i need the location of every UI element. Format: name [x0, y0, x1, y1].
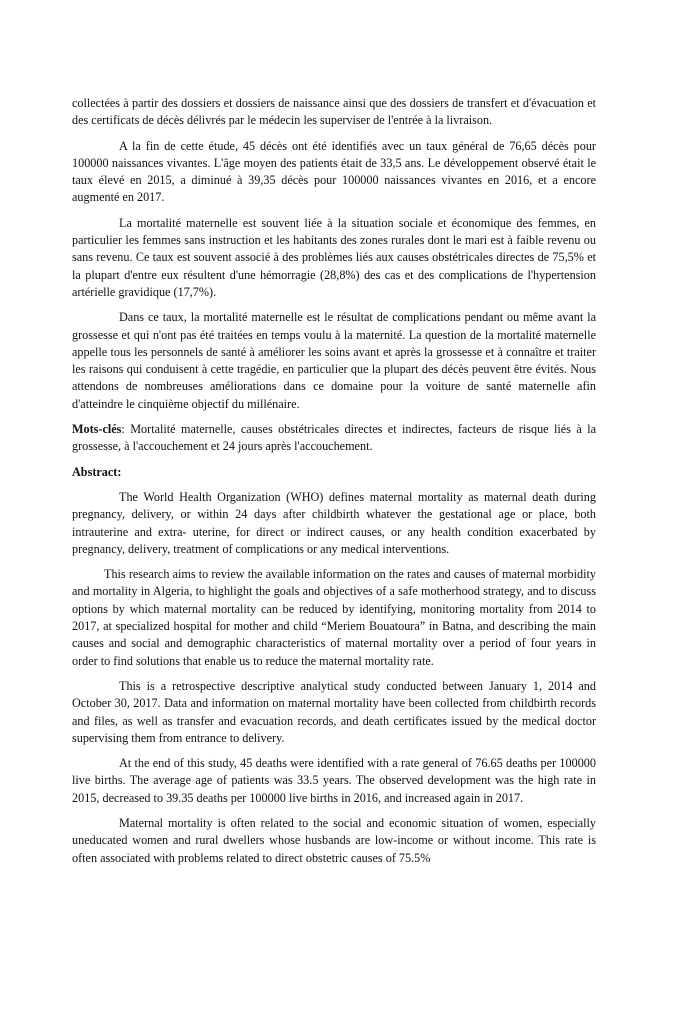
french-paragraph-2: A la fin de cette étude, 45 décès ont été identifiés avec un taux général de 76,65 décès pour 100000 naissances vivantes. L'âge moyen des patients était de 33,5 ans. Le développement observé était le taux élevé en 2015, a diminué à 39,35 décès pour 100000 naissances vivantes en 2016, et a encore augmenté en 2017. — [72, 138, 596, 205]
english-paragraph-3: This is a retrospective descriptive analytical study conducted between January 1, 2014 and October 30, 2017. Data and information on maternal mortality have been collected from childbirth records and files, as well as transfer and evacuation records, and death certificates issued by the medical doctor supervising them from entrance to delivery. — [72, 678, 596, 745]
french-paragraph-4: Dans ce taux, la mortalité maternelle est le résultat de complications pendant ou même avant la grossesse et qui n'ont pas été traitées en temps voulu à la maternité. La question de la mortalité maternelle appelle tous les personnels de santé à améliorer les soins avant et après la grossesse et à connaître et traiter les raisons qui conduisent à cette tragédie, en particulier que la plupart des décès peuvent être évités. Nous attendons de nombreuses améliorations dans ce domaine pour la voiture de santé maternelle afin d'atteindre le cinquième objectif du millénaire. — [72, 310, 596, 411]
english-paragraph-2: This research aims to review the available information on the rates and causes of maternal morbidity and mortality in Algeria, to highlight the goals and objectives of a safe motherhood strategy, and to discuss options by which maternal mortality can be reduced by identifying, monitoring mortality from 2014 to 2017, at specialized hospital for mother and child “Meriem Bouatoura” in Batna, and describing the main causes and social and demographic characteristics of maternal mortality over a period of four years in order to find solutions that enable us to reduce the maternal mortality rate. — [72, 567, 596, 668]
keywords-paragraph — [72, 421, 596, 456]
english-paragraph-5: Maternal mortality is often related to the social and economic situation of women, especially uneducated women and rural dwellers whose husbands are low-income or without income. This rate is often associated with problems related to direct obstetric causes of 75.5% — [72, 815, 596, 865]
french-paragraph-1: collectées à partir des dossiers et dossiers de naissance ainsi que des dossiers de transfert et d'évacuation et des certificats de décès délivrés par le médecin les superviser de l'entrée à la livraison. — [72, 96, 596, 128]
english-paragraph-1: The World Health Organization (WHO) defines maternal mortality as maternal death during pregnancy, delivery, or within 24 days after childbirth whatever the gestational age or place, both intrauterine and extra- uterine, for direct or indirect causes, or any health condition exacerbated by pregnancy, delivery, treatment of complications or any medical interventions. — [72, 489, 596, 556]
keywords-label: Mots-clés — [72, 422, 122, 437]
document-page — [72, 95, 596, 875]
keywords-text: : Mortalité maternelle, causes obstétricales directes et indirectes, facteurs de risque liés à la grossesse, à l'accouchement et 24 jours après l'accouchement. — [72, 422, 596, 454]
french-paragraph-3: La mortalité maternelle est souvent liée à la situation sociale et économique des femmes, en particulier les femmes sans instruction et les habitants des zones rurales dont le mari est à faible revenu ou sans revenu. Ce taux est souvent associé à des problèmes liés aux causes obstétricales directes de 75,5% et la plupart d'entre eux résultent d'une hémorragie (28,8%) des cas et des complications de l'hypertension artérielle gravidique (17,7%). — [72, 215, 596, 299]
english-paragraph-4: At the end of this study, 45 deaths were identified with a rate general of 76.65 deaths per 100000 live births. The average age of patients was 33.5 years. The observed development was the high rate in 2015, decreased to 39.35 deaths per 100000 live births in 2016, and increased again in 2017. — [72, 756, 596, 805]
abstract-heading: Abstract: — [72, 464, 122, 479]
